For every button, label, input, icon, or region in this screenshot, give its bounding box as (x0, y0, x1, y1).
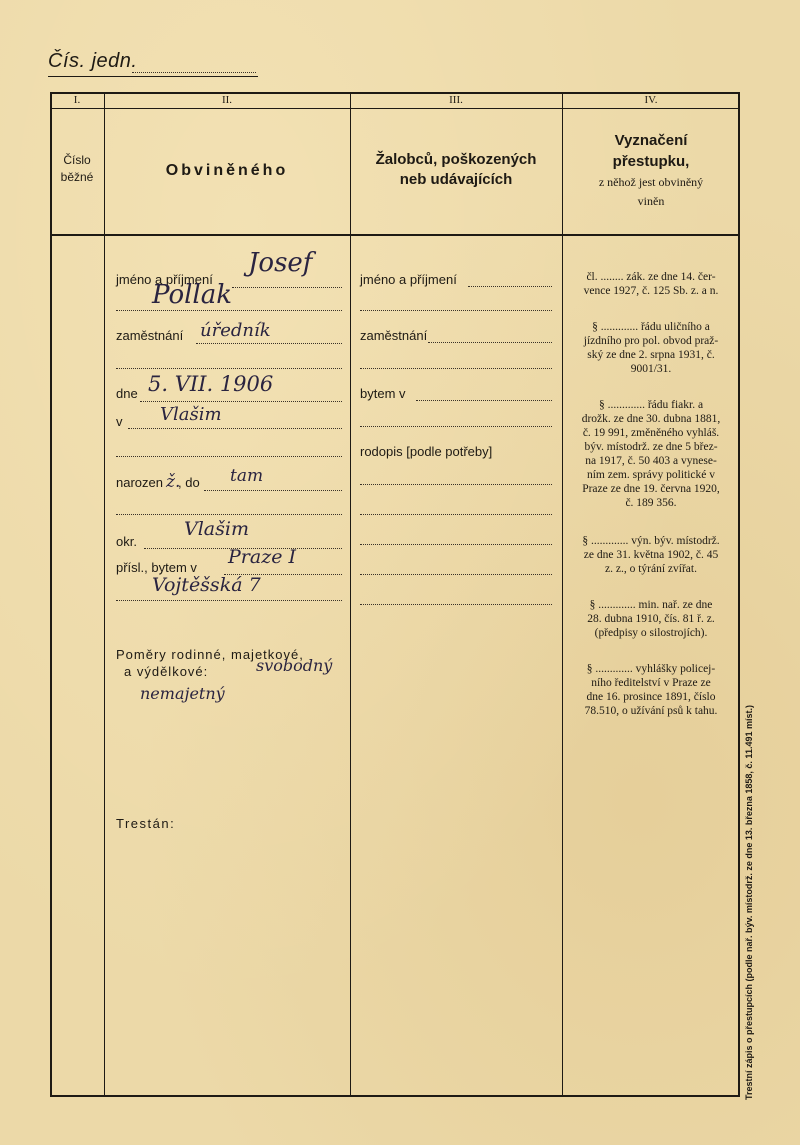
accused-date-line[interactable] (140, 401, 342, 402)
cis-jedn-label: Čís. jedn. (48, 50, 138, 72)
offense-5-line2: 28. dubna 1910, čís. 81 ř. z. (587, 613, 715, 625)
plaintiff-residence-line[interactable] (416, 400, 552, 401)
offense-6-line2: ního ředitelství v Praze ze (591, 677, 711, 689)
accused-occupation-value: úředník (200, 320, 271, 341)
plaintiff-bio-line2[interactable] (360, 514, 552, 515)
accused-date-label: dne (116, 386, 138, 401)
offense-3-line1: § ............. řádu fiakr. a (598, 399, 704, 411)
col3-roman: III. (449, 94, 463, 106)
offense-4-line1: § ............. výn. býv. místodrž. (582, 535, 720, 547)
offense-3-line2: drožk. ze dne 30. dubna 1881, (581, 413, 721, 425)
offense-3-line6: ním zem. správy politické v (586, 469, 716, 481)
plaintiff-occupation-label: zaměstnání (360, 328, 428, 343)
col2-roman: II. (221, 94, 233, 106)
col1-title-line1: Číslo (63, 153, 91, 167)
plaintiff-bio-line4[interactable] (360, 574, 552, 575)
offense-4-line2: ze dne 31. května 1902, č. 45 (583, 549, 719, 561)
accused-district-label: okr. (116, 534, 137, 549)
plaintiff-blank-line3[interactable] (360, 426, 552, 427)
accused-name-value2: Pollak (152, 280, 232, 310)
col1-roman: I. (73, 94, 81, 106)
plaintiff-bio-line1[interactable] (360, 484, 552, 485)
offense-2-line1: § ............. řádu uličního a (592, 321, 710, 333)
col3-title-line2: neb udávajících (399, 171, 513, 188)
accused-blank-line1[interactable] (116, 368, 342, 369)
offense-6-line1: § ............. vyhlášky policej- (586, 663, 716, 675)
accused-name-line[interactable] (232, 287, 342, 288)
header-divider (50, 234, 740, 236)
plaintiff-name-label: jméno a příjmení (360, 272, 457, 287)
offense-2-line2: jízdního pro pol. obvod praž- (583, 335, 719, 347)
offense-item (566, 598, 736, 640)
plaintiff-occupation-line[interactable] (428, 342, 552, 343)
offense-1-line2: vence 1927, č. 125 Sb. z. a n. (583, 285, 719, 297)
accused-belonging-value: Praze I (228, 546, 296, 568)
accused-street-line[interactable] (116, 600, 342, 601)
offense-6-line4: 78.510, o užívání psů k tahu. (584, 705, 718, 717)
accused-blank-line2[interactable] (116, 456, 342, 457)
accused-born-to-label: , do (178, 475, 200, 490)
accused-blank-line3[interactable] (116, 514, 342, 515)
col4-title-line1: Vyznačení (614, 132, 688, 149)
col4-sub-line1: z něhož jest obviněný (598, 175, 704, 189)
accused-sentenced-label: Trestán: (116, 816, 176, 831)
offense-5-line3: (předpisy o silostrojích). (594, 627, 708, 639)
offense-item (566, 270, 736, 298)
offense-2-line3: ský ze dne 2. srpna 1931, č. (587, 349, 715, 361)
accused-street-value: Vojtěšská 7 (152, 574, 261, 596)
col4-sub-line2: viněn (637, 194, 665, 208)
accused-place-value: Vlašim (160, 404, 222, 425)
offense-item (566, 534, 736, 576)
plaintiff-bio-line5[interactable] (360, 604, 552, 605)
accused-name-value1: Josef (248, 248, 313, 278)
accused-family-label-line2: a výdělkové: (124, 664, 209, 679)
offense-1-line1: čl. ........ zák. ze dne 14. čer- (586, 271, 716, 283)
col-divider-1 (104, 92, 105, 1097)
accused-district-value: Vlašim (184, 518, 249, 540)
offense-5-line1: § ............. min. nař. ze dne (589, 599, 713, 611)
col4-title-line2: přestupku, (612, 153, 690, 170)
col4-header (562, 130, 740, 210)
col1-header (50, 152, 104, 186)
offense-6-line3: dne 16. prosince 1891, číslo (586, 691, 716, 703)
col-divider-3 (562, 92, 563, 1097)
accused-born-value: ž. (166, 472, 181, 492)
accused-family-label-line1: Poměry rodinné, majetkové, (116, 647, 304, 662)
plaintiff-blank-line1[interactable] (360, 310, 552, 311)
offense-item (566, 398, 736, 510)
cis-jedn-field[interactable] (132, 72, 256, 73)
col-divider-2 (350, 92, 351, 1097)
plaintiff-residence-label: bytem v (360, 386, 406, 401)
col4-roman: IV. (644, 94, 658, 106)
side-note (740, 680, 760, 1100)
offense-3-line4: býv. místodrž. ze dne 5 břez- (584, 441, 718, 453)
accused-belonging-label: přísl., bytem v (116, 560, 197, 575)
offense-4-line3: z. z., o týrání zvířat. (605, 563, 697, 575)
accused-date-value: 5. VII. 1906 (148, 372, 274, 396)
offense-3-line7: Praze ze dne 19. června 1920, (582, 483, 720, 495)
accused-place-label: v (116, 414, 123, 429)
accused-born-to-value: tam (230, 466, 264, 486)
plaintiff-biography-label: rodopis [podle potřeby] (360, 444, 493, 459)
accused-family-value2: nemajetný (140, 684, 225, 703)
accused-occupation-line[interactable] (196, 343, 342, 344)
plaintiff-bio-line3[interactable] (360, 544, 552, 545)
plaintiff-name-line[interactable] (468, 286, 552, 287)
offense-2-line4: 9001/31. (630, 363, 672, 375)
col1-title-line2: běžné (60, 170, 94, 184)
offense-3-line5: na 1917, č. 50 403 a vynese- (585, 455, 717, 467)
col2-header: Obviněného (165, 162, 289, 179)
accused-born-label: narozen (116, 475, 163, 490)
accused-occupation-label: zaměstnání (116, 328, 184, 343)
offense-item (566, 662, 736, 718)
col3-title-line1: Žalobců, poškozených (375, 151, 537, 168)
side-note-text: Trestní zápis o přestupcích (podle nař. býv. místodrž. ze dne 13. března 1858, č. 11.491 míst.) (744, 705, 754, 1100)
accused-born-to-line[interactable] (204, 490, 342, 491)
accused-name-label: jméno a příjmení (116, 272, 213, 287)
accused-place-line[interactable] (128, 428, 342, 429)
offense-3-line8: č. 189 356. (625, 497, 677, 509)
accused-family-value1: svobodný (256, 656, 333, 675)
offense-3-line3: č. 19 991, změněného vyhláš. (582, 427, 720, 439)
offense-item (566, 320, 736, 376)
col3-header (350, 150, 562, 190)
accused-name-line2[interactable] (116, 310, 342, 311)
roman-row-divider (50, 108, 740, 109)
plaintiff-blank-line2[interactable] (360, 368, 552, 369)
